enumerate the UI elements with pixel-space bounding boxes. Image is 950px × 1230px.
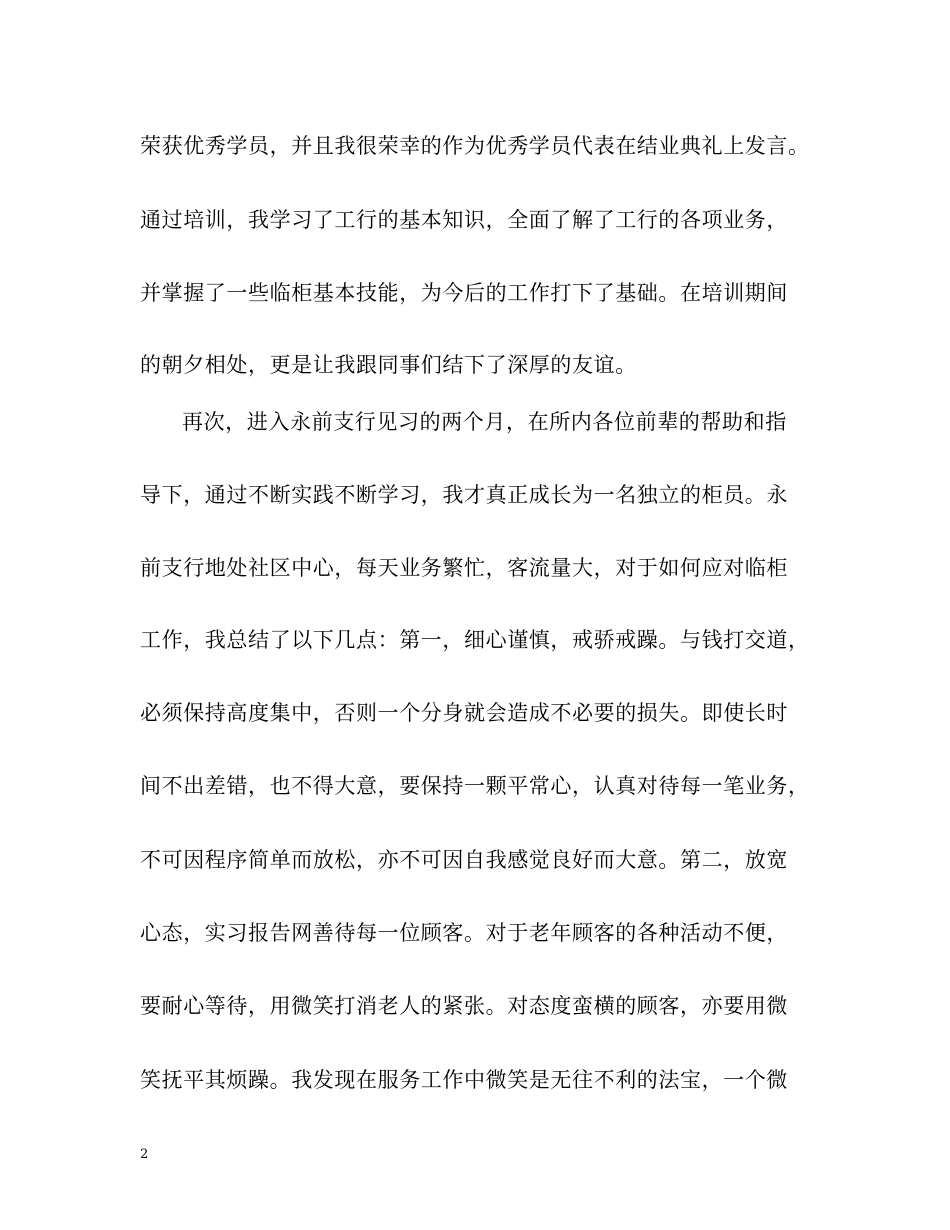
- paragraph-first-line: 再次，进入永前支行见习的两个月，在所内各位前辈的帮助和指: [182, 410, 787, 434]
- text-line: 工作，我总结了以下几点：第一，细心谨慎，戒骄戒躁。与钱打交道，: [140, 628, 810, 652]
- text-line: 荣获优秀学员，并且我很荣幸的作为优秀学员代表在结业典礼上发言。: [140, 134, 810, 158]
- text-line: 并掌握了一些临柜基本技能，为今后的工作打下了基础。在培训期间: [140, 281, 788, 305]
- text-line: 心态，实习报告网善待每一位顾客。对于老年顾客的各种活动不便，: [140, 921, 788, 945]
- text-line: 不可因程序简单而放松，亦不可因自我感觉良好而大意。第二，放宽: [140, 848, 788, 872]
- page-number: 2: [140, 1147, 149, 1162]
- text-line: 通过培训，我学习了工行的基本知识，全面了解了工行的各项业务，: [140, 208, 788, 232]
- text-line: 导下，通过不断实践不断学习，我才真正成长为一名独立的柜员。永: [140, 483, 788, 507]
- text-line: 笑抚平其烦躁。我发现在服务工作中微笑是无往不利的法宝，一个微: [140, 1068, 788, 1092]
- text-line: 的朝夕相处，更是让我跟同事们结下了深厚的友谊。: [140, 353, 637, 377]
- text-line: 必须保持高度集中，否则一个分身就会造成不必要的损失。即使长时: [140, 701, 788, 725]
- text-line: 间不出差错，也不得大意，要保持一颗平常心，认真对待每一笔业务，: [140, 774, 810, 798]
- text-line: 前支行地处社区中心，每天业务繁忙，客流量大，对于如何应对临柜: [140, 556, 788, 580]
- text-line: 要耐心等待，用微笑打消老人的紧张。对态度蛮横的顾客，亦要用微: [140, 994, 788, 1018]
